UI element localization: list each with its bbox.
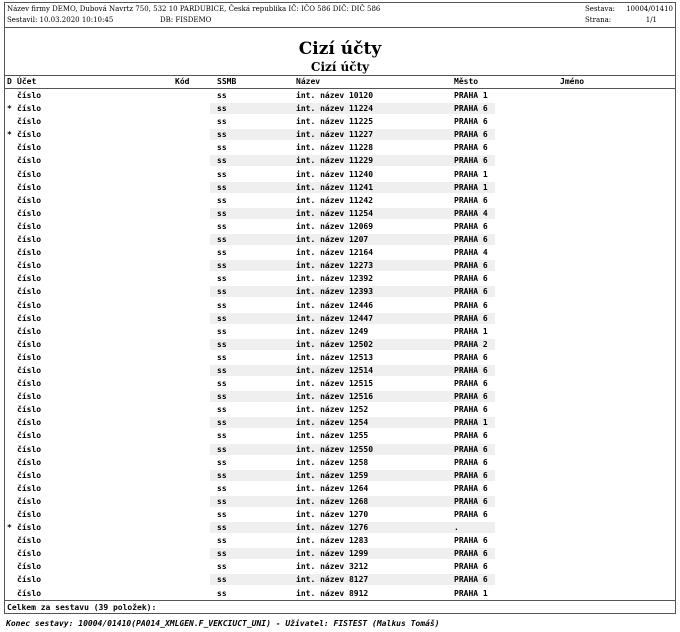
cell-mesto: PRAHA 6 (454, 156, 488, 166)
cell-ucet: číslo (17, 156, 42, 166)
page-number: 1/1 (645, 16, 657, 24)
table-row (5, 285, 675, 298)
column-kod: Kód (175, 77, 190, 86)
cell-d: * (7, 104, 12, 114)
cell-nazev: int. název 1268 (296, 496, 369, 506)
cell-ssmb: ss (217, 588, 227, 598)
table-row (5, 299, 675, 312)
table-row (5, 168, 675, 181)
table-row (5, 573, 675, 586)
cell-ssmb: ss (217, 287, 227, 297)
cell-ucet: číslo (17, 287, 42, 297)
cell-ucet: číslo (17, 562, 42, 572)
cell-mesto: PRAHA 6 (454, 444, 488, 454)
table-row (5, 338, 675, 351)
cell-ssmb: ss (217, 405, 227, 415)
table-row (5, 220, 675, 233)
cell-nazev: int. název 1258 (296, 457, 369, 467)
cell-ucet: číslo (17, 470, 42, 480)
cell-nazev: int. název 1259 (296, 470, 369, 480)
cell-ucet: číslo (17, 208, 42, 218)
cell-ucet: číslo (17, 182, 42, 192)
cell-ucet: číslo (17, 326, 42, 336)
table-row (5, 443, 675, 456)
cell-nazev: int. název 1276 (296, 523, 369, 533)
cell-nazev: int. název 11227 (296, 130, 374, 140)
table-row (5, 312, 675, 325)
cell-mesto: PRAHA 4 (454, 248, 488, 258)
report-footer: Konec sestavy: 10004/01410(PA014_XMLGEN.F_VEKCIUCT_UNI) - Uživatel: FISTEST (Malkus Tomáš) (6, 619, 440, 628)
cell-nazev: int. název 8127 (296, 575, 369, 585)
table-row (5, 560, 675, 573)
report-header (5, 3, 675, 28)
cell-ssmb: ss (217, 261, 227, 271)
page-title: Cizí účty (298, 39, 382, 59)
cell-nazev: int. název 11254 (296, 208, 374, 218)
cell-mesto: PRAHA 1 (454, 588, 488, 598)
cell-ucet: číslo (17, 91, 42, 100)
table-row (5, 102, 675, 115)
table-row (5, 508, 675, 521)
table-row (5, 547, 675, 560)
cell-mesto: PRAHA 6 (454, 313, 488, 323)
column-mesto: Město (454, 77, 479, 86)
cell-nazev: int. název 12392 (296, 274, 374, 284)
cell-nazev: int. název 1254 (296, 418, 369, 428)
cell-ssmb: ss (217, 182, 227, 192)
column-nazev: Název (296, 77, 321, 86)
cell-ucet: číslo (17, 352, 42, 362)
cell-mesto: PRAHA 6 (454, 287, 488, 297)
cell-ssmb: ss (217, 143, 227, 153)
cell-mesto: PRAHA 6 (454, 405, 488, 415)
cell-nazev: int. název 10120 (296, 91, 374, 100)
cell-ssmb: ss (217, 470, 227, 480)
cell-nazev: int. název 1264 (296, 483, 369, 493)
cell-mesto: PRAHA 1 (454, 418, 488, 428)
table-row (5, 403, 675, 416)
cell-ucet: číslo (17, 444, 42, 454)
cell-mesto: PRAHA 6 (454, 575, 488, 585)
cell-ucet: číslo (17, 274, 42, 284)
table-row (5, 377, 675, 390)
cell-ucet: číslo (17, 588, 42, 598)
table-row (5, 416, 675, 429)
cell-ucet: číslo (17, 117, 42, 127)
cell-nazev: int. název 12447 (296, 313, 374, 323)
cell-mesto: PRAHA 6 (454, 130, 488, 140)
cell-nazev: int. název 11229 (296, 156, 374, 166)
table-row (5, 194, 675, 207)
table-row (5, 521, 675, 534)
cell-ssmb: ss (217, 457, 227, 467)
cell-nazev: int. název 12446 (296, 300, 374, 310)
cell-ssmb: ss (217, 221, 227, 231)
table-row (5, 364, 675, 377)
report-page (4, 2, 676, 614)
cell-ucet: číslo (17, 431, 42, 441)
page-label: Strana: (585, 16, 612, 24)
cell-ucet: číslo (17, 405, 42, 415)
column-d: D (7, 77, 12, 86)
cell-nazev: int. název 1252 (296, 405, 369, 415)
cell-ucet: číslo (17, 536, 42, 546)
cell-ucet: číslo (17, 523, 42, 533)
cell-ssmb: ss (217, 496, 227, 506)
cell-ssmb: ss (217, 91, 227, 100)
table-row (5, 207, 675, 220)
cell-mesto: PRAHA 6 (454, 470, 488, 480)
table-row (5, 128, 675, 141)
cell-ssmb: ss (217, 300, 227, 310)
cell-mesto: PRAHA 1 (454, 326, 488, 336)
cell-nazev: int. název 12514 (296, 365, 374, 375)
cell-ucet: číslo (17, 392, 42, 402)
cell-mesto: PRAHA 6 (454, 562, 488, 572)
table-body (5, 89, 675, 600)
cell-ssmb: ss (217, 431, 227, 441)
cell-ssmb: ss (217, 274, 227, 284)
table-row (5, 534, 675, 547)
database-info: DB: FISDEMO (160, 16, 212, 24)
table-header (5, 75, 675, 89)
cell-ssmb: ss (217, 156, 227, 166)
cell-mesto: PRAHA 6 (454, 392, 488, 402)
cell-mesto: PRAHA 6 (454, 496, 488, 506)
cell-mesto: PRAHA 6 (454, 483, 488, 493)
cell-ssmb: ss (217, 313, 227, 323)
table-row (5, 181, 675, 194)
cell-ucet: číslo (17, 457, 42, 467)
cell-ucet: číslo (17, 510, 42, 519)
cell-mesto: PRAHA 2 (454, 339, 488, 349)
table-row (5, 482, 675, 495)
cell-ssmb: ss (217, 536, 227, 546)
report-total: Celkem za sestavu (39 položek): (5, 600, 675, 613)
cell-mesto: PRAHA 6 (454, 261, 488, 271)
cell-ucet: číslo (17, 379, 42, 389)
compiled-info: Sestavil: 10.03.2020 10:10:45 (7, 16, 114, 24)
table-row (5, 325, 675, 338)
cell-nazev: int. název 8912 (296, 588, 369, 598)
table-row (5, 429, 675, 442)
cell-mesto: PRAHA 6 (454, 195, 488, 205)
cell-ssmb: ss (217, 483, 227, 493)
cell-nazev: int. název 11224 (296, 104, 374, 114)
cell-mesto: PRAHA 6 (454, 536, 488, 546)
cell-mesto: PRAHA 6 (454, 143, 488, 153)
cell-ssmb: ss (217, 523, 227, 533)
table-row (5, 495, 675, 508)
cell-mesto: PRAHA 6 (454, 510, 488, 519)
report-number: 10004/01410 (626, 5, 673, 13)
table-row (5, 469, 675, 482)
cell-ssmb: ss (217, 392, 227, 402)
cell-ssmb: ss (217, 208, 227, 218)
table-row (5, 233, 675, 246)
cell-mesto: PRAHA 6 (454, 352, 488, 362)
table-row (5, 259, 675, 272)
cell-ucet: číslo (17, 130, 42, 140)
cell-ucet: číslo (17, 195, 42, 205)
cell-mesto: PRAHA 6 (454, 104, 488, 114)
cell-nazev: int. název 1249 (296, 326, 369, 336)
cell-ucet: číslo (17, 549, 42, 559)
cell-mesto: . (454, 523, 459, 533)
cell-ssmb: ss (217, 418, 227, 428)
company-info: Název firmy DEMO, Dubová Navrtz 750, 532 10 PARDUBICE, Česká republika IČ: IČO 586 DIČ: DIČ 586 (7, 5, 381, 13)
table-row (5, 272, 675, 285)
column-jmeno: Jméno (560, 77, 585, 86)
cell-mesto: PRAHA 6 (454, 457, 488, 467)
cell-ucet: číslo (17, 143, 42, 153)
cell-nazev: int. název 11228 (296, 143, 374, 153)
table-row (5, 115, 675, 128)
cell-nazev: int. název 12502 (296, 339, 374, 349)
cell-ssmb: ss (217, 352, 227, 362)
cell-mesto: PRAHA 1 (454, 169, 488, 179)
cell-d: * (7, 130, 12, 140)
cell-ucet: číslo (17, 418, 42, 428)
cell-nazev: int. název 1255 (296, 431, 369, 441)
cell-nazev: int. název 12516 (296, 392, 374, 402)
cell-ssmb: ss (217, 444, 227, 454)
cell-nazev: int. název 11242 (296, 195, 374, 205)
cell-nazev: int. název 1299 (296, 549, 369, 559)
cell-ucet: číslo (17, 221, 42, 231)
table-row (5, 587, 675, 600)
table-row (5, 390, 675, 403)
column-ssmb: SSMB (217, 77, 237, 86)
cell-ssmb: ss (217, 379, 227, 389)
report-label: Sestava: (585, 5, 616, 13)
cell-ssmb: ss (217, 117, 227, 127)
cell-ssmb: ss (217, 510, 227, 519)
cell-mesto: PRAHA 6 (454, 274, 488, 284)
cell-d: * (7, 523, 12, 533)
cell-ssmb: ss (217, 235, 227, 245)
cell-mesto: PRAHA 6 (454, 300, 488, 310)
table-row (5, 89, 675, 102)
cell-nazev: int. název 11240 (296, 169, 374, 179)
cell-ssmb: ss (217, 549, 227, 559)
cell-ssmb: ss (217, 248, 227, 258)
cell-ssmb: ss (217, 365, 227, 375)
cell-ssmb: ss (217, 130, 227, 140)
table-row (5, 456, 675, 469)
cell-ucet: číslo (17, 575, 42, 585)
cell-nazev: int. název 11241 (296, 182, 374, 192)
table-row (5, 154, 675, 167)
cell-ssmb: ss (217, 104, 227, 114)
cell-ucet: číslo (17, 300, 42, 310)
cell-mesto: PRAHA 1 (454, 182, 488, 192)
cell-mesto: PRAHA 6 (454, 379, 488, 389)
cell-ucet: číslo (17, 365, 42, 375)
cell-mesto: PRAHA 6 (454, 431, 488, 441)
cell-nazev: int. název 12273 (296, 261, 374, 271)
cell-ucet: číslo (17, 169, 42, 179)
cell-nazev: int. název 12515 (296, 379, 374, 389)
cell-ssmb: ss (217, 575, 227, 585)
cell-nazev: int. název 12164 (296, 248, 374, 258)
cell-nazev: int. název 1283 (296, 536, 369, 546)
cell-ssmb: ss (217, 326, 227, 336)
cell-mesto: PRAHA 6 (454, 235, 488, 245)
cell-nazev: int. název 11225 (296, 117, 374, 127)
cell-mesto: PRAHA 6 (454, 549, 488, 559)
cell-nazev: int. název 12393 (296, 287, 374, 297)
cell-mesto: PRAHA 6 (454, 221, 488, 231)
column-ucet: Účet (17, 77, 37, 86)
table-row (5, 141, 675, 154)
cell-mesto: PRAHA 6 (454, 365, 488, 375)
cell-ucet: číslo (17, 313, 42, 323)
cell-ucet: číslo (17, 104, 42, 114)
cell-ucet: číslo (17, 248, 42, 258)
cell-nazev: int. název 12513 (296, 352, 374, 362)
cell-ssmb: ss (217, 169, 227, 179)
cell-nazev: int. název 3212 (296, 562, 369, 572)
cell-ucet: číslo (17, 339, 42, 349)
cell-ssmb: ss (217, 339, 227, 349)
cell-ucet: číslo (17, 235, 42, 245)
cell-ucet: číslo (17, 261, 42, 271)
cell-nazev: int. název 1270 (296, 510, 369, 519)
page-subtitle: Cizí účty (310, 60, 370, 74)
cell-nazev: int. název 1207 (296, 235, 369, 245)
cell-nazev: int. název 12069 (296, 221, 374, 231)
cell-mesto: PRAHA 6 (454, 117, 488, 127)
cell-ucet: číslo (17, 483, 42, 493)
cell-mesto: PRAHA 4 (454, 208, 488, 218)
cell-mesto: PRAHA 1 (454, 91, 488, 100)
cell-ssmb: ss (217, 195, 227, 205)
cell-ssmb: ss (217, 562, 227, 572)
table-row (5, 246, 675, 259)
table-row (5, 351, 675, 364)
cell-ucet: číslo (17, 496, 42, 506)
cell-nazev: int. název 12550 (296, 444, 374, 454)
